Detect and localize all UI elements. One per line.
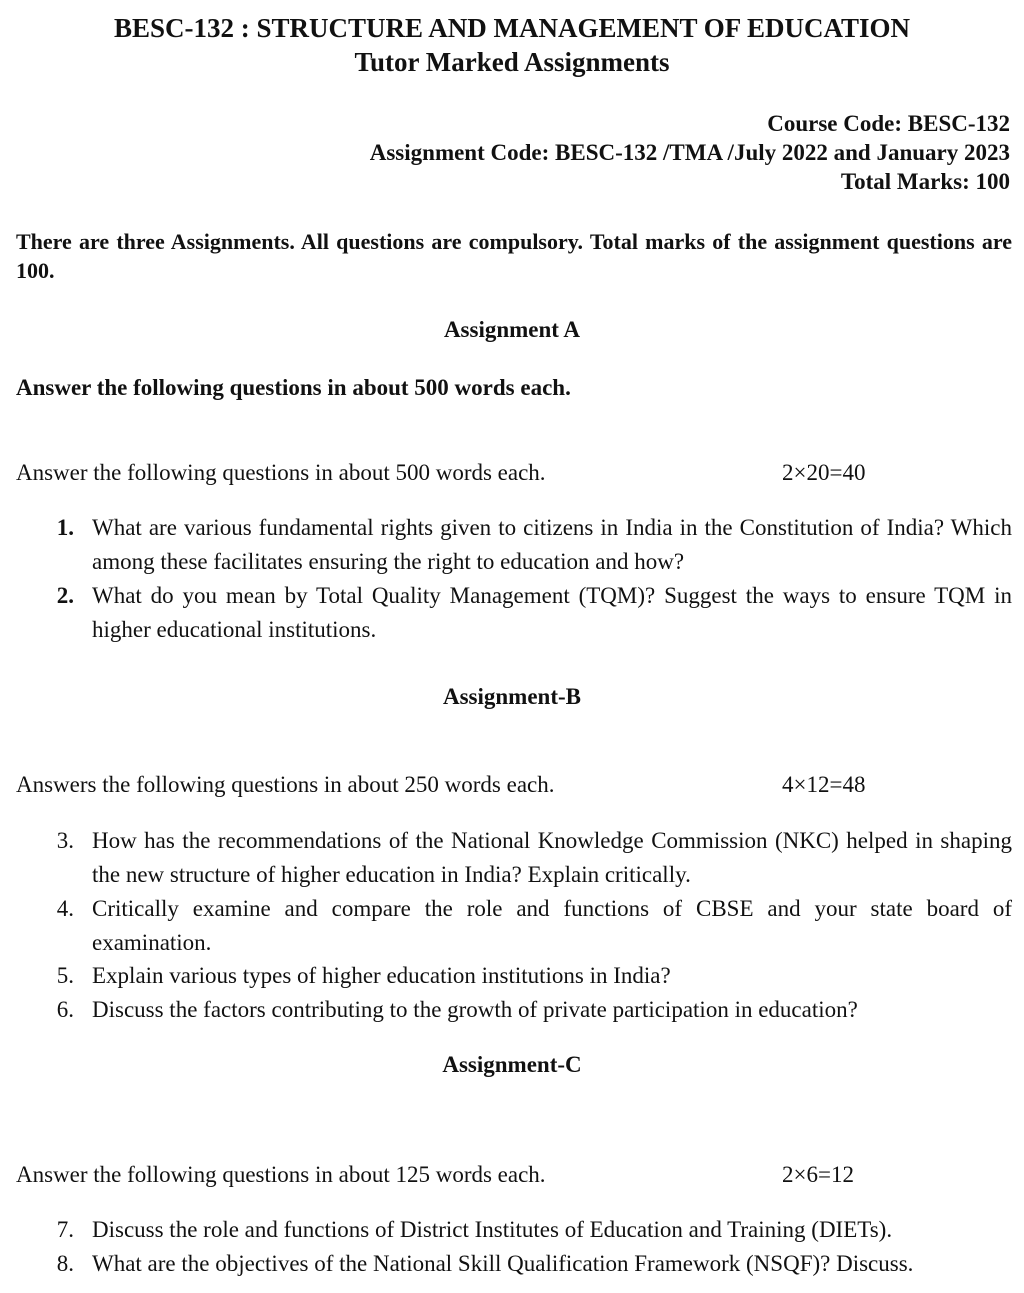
- question-number: 7.: [56, 1217, 74, 1242]
- question-number: 5.: [56, 963, 74, 988]
- document-subtitle: Tutor Marked Assignments: [354, 47, 670, 77]
- question-number: 1.: [56, 515, 74, 540]
- question-text: Discuss the factors contributing to the growth of private participation in education?: [92, 997, 858, 1022]
- assignment-c-marks: 2×6=12: [782, 1162, 854, 1187]
- question-text: Critically examine and compare the role and functions of CBSE and your state board of examination.: [92, 896, 1012, 955]
- course-code: Course Code: BESC-132: [767, 111, 1010, 136]
- assignment-c-heading: Assignment-C: [442, 1052, 582, 1077]
- assignment-b-marks: 4×12=48: [782, 772, 866, 797]
- question-text: What do you mean by Total Quality Management (TQM)? Suggest the ways to ensure TQM in higher educational institutions.: [92, 583, 1012, 642]
- question-number: 8.: [56, 1251, 74, 1276]
- assignment-a-heading: Assignment A: [443, 317, 581, 342]
- question-text: Discuss the role and functions of District Institutes of Education and Training (DIETs).: [92, 1217, 893, 1242]
- question-text: Explain various types of higher education institutions in India?: [92, 963, 671, 988]
- assignment-a-bold-instruction: Answer the following questions in about 500 words each.: [16, 375, 571, 400]
- question-number: 3.: [56, 828, 74, 853]
- question-number: 4.: [56, 896, 74, 921]
- total-marks: Total Marks: 100: [840, 169, 1010, 194]
- assignment-c-instruction: Answer the following questions in about 125 words each.: [16, 1162, 546, 1187]
- assignment-b-instruction: Answers the following questions in about 250 words each.: [16, 772, 555, 797]
- assignment-code: Assignment Code: BESC-132 /TMA /July 2022 and January 2023: [369, 140, 1010, 165]
- assignment-a-marks: 2×20=40: [782, 460, 866, 485]
- question-number: 6.: [56, 997, 74, 1022]
- intro-paragraph: There are three Assignments. All questions are compulsory. Total marks of the assignment questions are 100.: [16, 229, 1012, 283]
- assignment-b-heading: Assignment-B: [442, 684, 581, 709]
- question-text: What are the objectives of the National Skill Qualification Framework (NSQF)? Discuss.: [92, 1251, 914, 1276]
- assignment-a-instruction: Answer the following questions in about 500 words each.: [16, 460, 546, 485]
- document-title: BESC-132 : STRUCTURE AND MANAGEMENT OF EDUCATION: [113, 13, 911, 43]
- question-number: 2.: [56, 583, 74, 608]
- question-text: How has the recommendations of the National Knowledge Commission (NKC) helped in shaping the new structure of higher education in India? Explain critically.: [92, 828, 1012, 887]
- question-text: What are various fundamental rights given to citizens in India in the Constitution of India? Which among these facilitates ensuring the right to education and how?: [92, 515, 1012, 574]
